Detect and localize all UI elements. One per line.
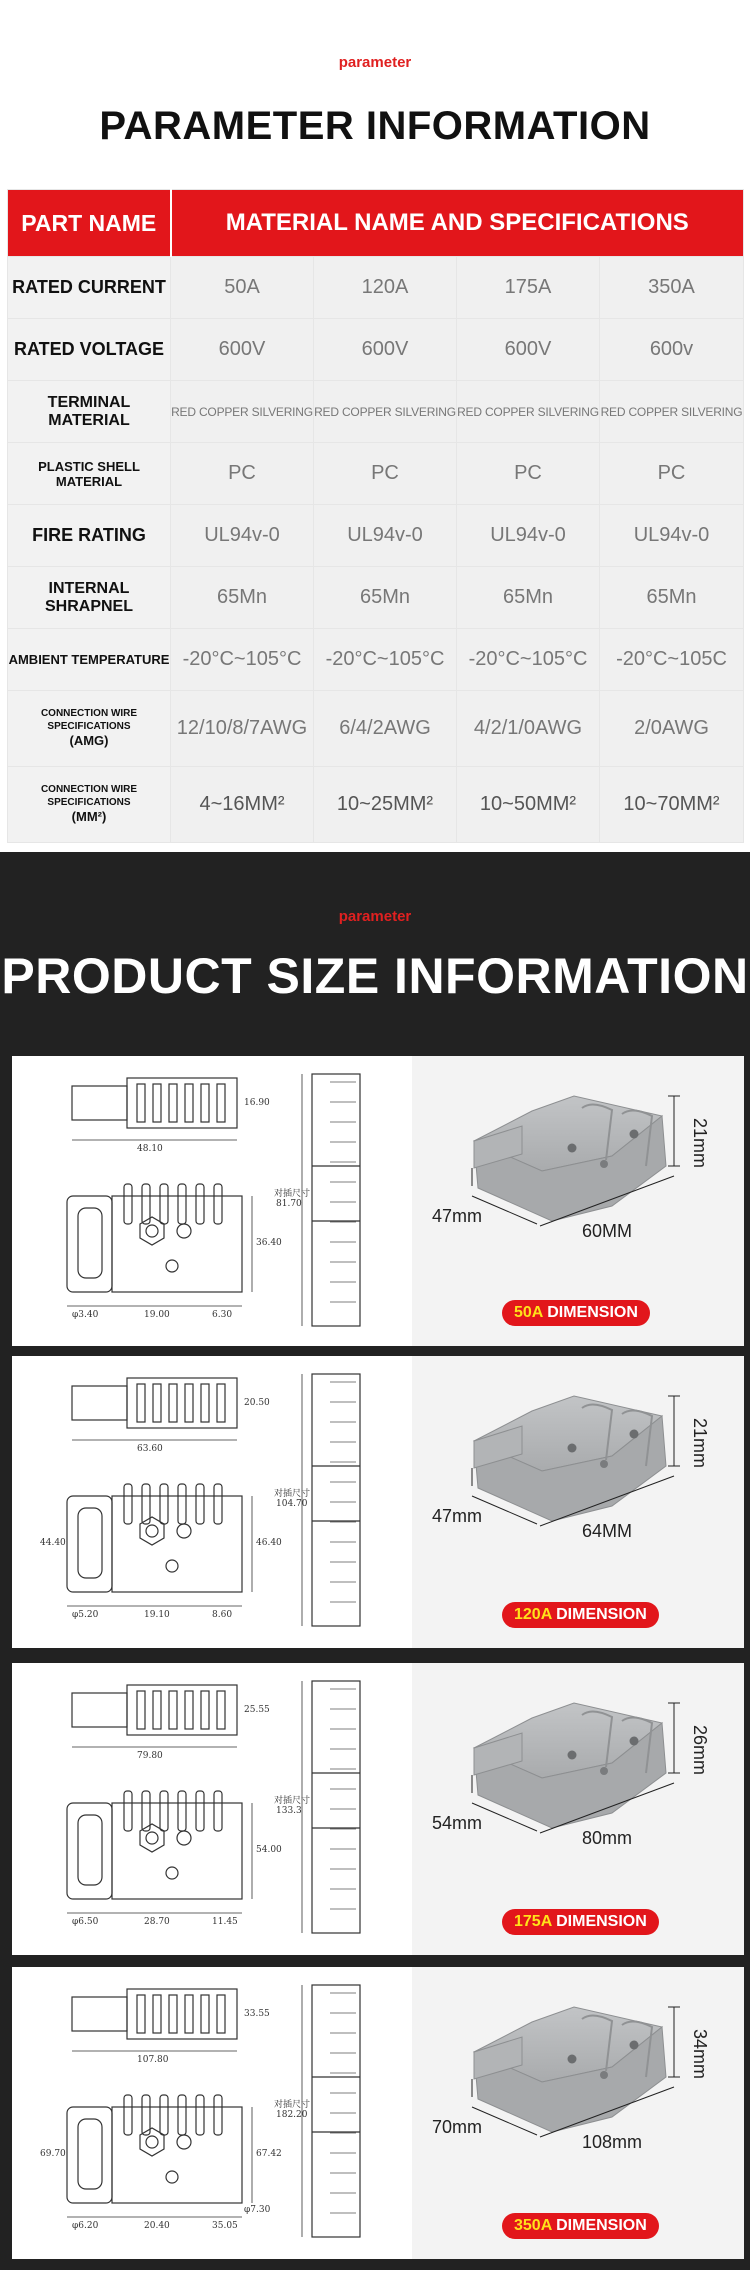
cell-value: 600v (600, 319, 744, 381)
dimension-badge (502, 1602, 659, 1628)
cell-value: PC (171, 443, 314, 505)
cell-value: 65Mn (457, 567, 600, 629)
technical-drawing (12, 1663, 412, 1955)
badge-amp: 175A (514, 1913, 552, 1930)
cell-value: 50A (171, 257, 314, 319)
dimension-panel (12, 1663, 744, 1955)
row-label (8, 691, 171, 767)
dim-bottom-4: φ7.30 (244, 2205, 271, 2215)
cell-value: RED COPPER SILVERING (171, 381, 314, 443)
cell-value: 600V (457, 319, 600, 381)
cell-value: -20°C~105°C (171, 629, 314, 691)
header-material: MATERIAL NAME AND SPECIFICATIONS (171, 190, 744, 257)
drawing-lines (12, 1356, 412, 1648)
cell-value: 175A (457, 257, 600, 319)
dim-bottom-2: 19.00 (144, 1310, 170, 1320)
section-tag: parameter (338, 908, 412, 925)
cell-value: 65Mn (314, 567, 457, 629)
cell-value: -20°C~105°C (314, 629, 457, 691)
product-render (412, 1056, 744, 1346)
table-row (8, 567, 744, 629)
cell-value: 120A (314, 257, 457, 319)
dim-mate-length: 133.3 (276, 1806, 302, 1816)
dim-bottom-3: 11.45 (212, 1917, 238, 1927)
dim-total-length: 48.10 (137, 1144, 163, 1154)
drawing-lines (12, 1663, 412, 1955)
cell-value: -20°C~105C (600, 629, 744, 691)
dimension-badge (502, 1909, 659, 1935)
dim-height-top: 33.55 (244, 2009, 270, 2019)
height-label: 21mm (690, 1418, 710, 1469)
cell-value: UL94v-0 (171, 505, 314, 567)
section-tag: parameter (338, 54, 412, 71)
table-row (8, 505, 744, 567)
cell-value: RED COPPER SILVERING (314, 381, 457, 443)
table-row (8, 629, 744, 691)
row-label: FIRE RATING (8, 505, 171, 567)
row-label-main: CONNECTION WIRE SPECIFICATIONS (40, 708, 138, 733)
badge-label: DIMENSION (547, 1304, 638, 1321)
table-row (8, 691, 744, 767)
table-row (8, 443, 744, 505)
dimension-badge (502, 1300, 650, 1326)
dim-bottom-3: 35.05 (212, 2221, 238, 2231)
row-label: INTERNAL SHRAPNEL (8, 567, 171, 629)
dim-bottom-2: 28.70 (144, 1917, 170, 1927)
cell-value: RED COPPER SILVERING (600, 381, 744, 443)
cell-value: 10~50MM² (457, 767, 600, 843)
table-row (8, 319, 744, 381)
length-label: 60MM (582, 1221, 633, 1241)
dimension-badge (502, 2213, 659, 2239)
row-label: RATED CURRENT (8, 257, 171, 319)
dim-bottom-1: φ6.50 (72, 1917, 99, 1927)
row-label: AMBIENT TEMPERATURE (8, 629, 171, 691)
cell-value: 65Mn (600, 567, 744, 629)
dim-left-height: 44.40 (40, 1538, 66, 1548)
product-render (412, 1967, 744, 2259)
dimension-panel (12, 1967, 744, 2259)
row-label: TERMINAL MATERIAL (8, 381, 171, 443)
dim-bottom-3: 6.30 (212, 1310, 233, 1320)
header-part-name: PART NAME (8, 190, 171, 257)
cell-value: 350A (600, 257, 744, 319)
cell-value: 4~16MM² (171, 767, 314, 843)
height-label: 26mm (690, 1725, 710, 1776)
technical-drawing (12, 1356, 412, 1648)
badge-label: DIMENSION (556, 1606, 647, 1623)
dim-side-height: 67.42 (256, 2149, 282, 2159)
dim-mate-title: 对插尺寸 (274, 1489, 311, 1499)
technical-drawing (12, 1967, 412, 2259)
drawing-lines (12, 1967, 412, 2259)
row-label-main: CONNECTION WIRE SPECIFICATIONS (40, 784, 138, 809)
row-label: RATED VOLTAGE (8, 319, 171, 381)
dim-mate-title: 对插尺寸 (274, 2100, 311, 2110)
dim-mate-length: 104.70 (276, 1499, 308, 1509)
width-label: 54mm (432, 1813, 483, 1833)
dim-bottom-3: 8.60 (212, 1610, 233, 1620)
dim-mate-length: 81.70 (276, 1199, 302, 1209)
cell-value: 4/2/1/0AWG (457, 691, 600, 767)
table-header-row (8, 190, 744, 257)
table-row (8, 767, 744, 843)
height-label: 34mm (690, 2029, 710, 2080)
dim-left-height: 69.70 (40, 2149, 66, 2159)
width-label: 47mm (432, 1206, 483, 1226)
dim-side-height: 46.40 (256, 1538, 282, 1548)
section-title: PARAMETER INFORMATION (99, 104, 651, 148)
cell-value: -20°C~105°C (457, 629, 600, 691)
width-label: 47mm (432, 1506, 483, 1526)
dim-height-top: 25.55 (244, 1705, 270, 1715)
badge-amp: 50A (514, 1304, 543, 1321)
dim-side-height: 54.00 (256, 1845, 282, 1855)
dimension-panel (12, 1356, 744, 1648)
table-row (8, 257, 744, 319)
badge-amp: 120A (514, 1606, 552, 1623)
cell-value: 6/4/2AWG (314, 691, 457, 767)
dim-mate-title: 对插尺寸 (274, 1796, 311, 1806)
section-title: PRODUCT SIZE INFORMATION (1, 948, 749, 1004)
cell-value: UL94v-0 (600, 505, 744, 567)
row-label: PLASTIC SHELL MATERIAL (8, 443, 171, 505)
row-label-unit: (MM²) (71, 809, 107, 825)
parameter-table (7, 189, 744, 843)
row-label-unit: (AMG) (69, 733, 109, 749)
badge-amp: 350A (514, 2217, 552, 2234)
dim-bottom-2: 20.40 (144, 2221, 170, 2231)
cell-value: PC (314, 443, 457, 505)
dim-height-top: 16.90 (244, 1098, 270, 1108)
cell-value: 2/0AWG (600, 691, 744, 767)
technical-drawing (12, 1056, 412, 1346)
dim-mate-length: 182.20 (276, 2110, 308, 2120)
dim-height-top: 20.50 (244, 1398, 270, 1408)
row-label (8, 767, 171, 843)
dim-bottom-1: φ5.20 (72, 1610, 99, 1620)
height-label: 21mm (690, 1118, 710, 1169)
badge-label: DIMENSION (556, 2217, 647, 2234)
dim-bottom-1: φ6.20 (72, 2221, 99, 2231)
drawing-lines (12, 1056, 412, 1346)
dim-bottom-1: φ3.40 (72, 1310, 99, 1320)
cell-value: 600V (171, 319, 314, 381)
cell-value: UL94v-0 (457, 505, 600, 567)
cell-value: 12/10/8/7AWG (171, 691, 314, 767)
length-label: 108mm (582, 2132, 643, 2152)
cell-value: PC (457, 443, 600, 505)
length-label: 80mm (582, 1828, 633, 1848)
dim-total-length: 107.80 (137, 2055, 169, 2065)
table-row (8, 381, 744, 443)
parameter-section (0, 0, 750, 852)
length-label: 64MM (582, 1521, 633, 1541)
dim-side-height: 36.40 (256, 1238, 282, 1248)
width-label: 70mm (432, 2117, 483, 2137)
cell-value: 65Mn (171, 567, 314, 629)
badge-label: DIMENSION (556, 1913, 647, 1930)
cell-value: UL94v-0 (314, 505, 457, 567)
cell-value: RED COPPER SILVERING (457, 381, 600, 443)
cell-value: 10~70MM² (600, 767, 744, 843)
dim-total-length: 79.80 (137, 1751, 163, 1761)
dim-total-length: 63.60 (137, 1444, 163, 1454)
product-render (412, 1356, 744, 1648)
product-render (412, 1663, 744, 1955)
cell-value: 600V (314, 319, 457, 381)
cell-value: PC (600, 443, 744, 505)
cell-value: 10~25MM² (314, 767, 457, 843)
dim-bottom-2: 19.10 (144, 1610, 170, 1620)
dim-mate-title: 对插尺寸 (274, 1189, 311, 1199)
dimension-panel (12, 1056, 744, 1346)
